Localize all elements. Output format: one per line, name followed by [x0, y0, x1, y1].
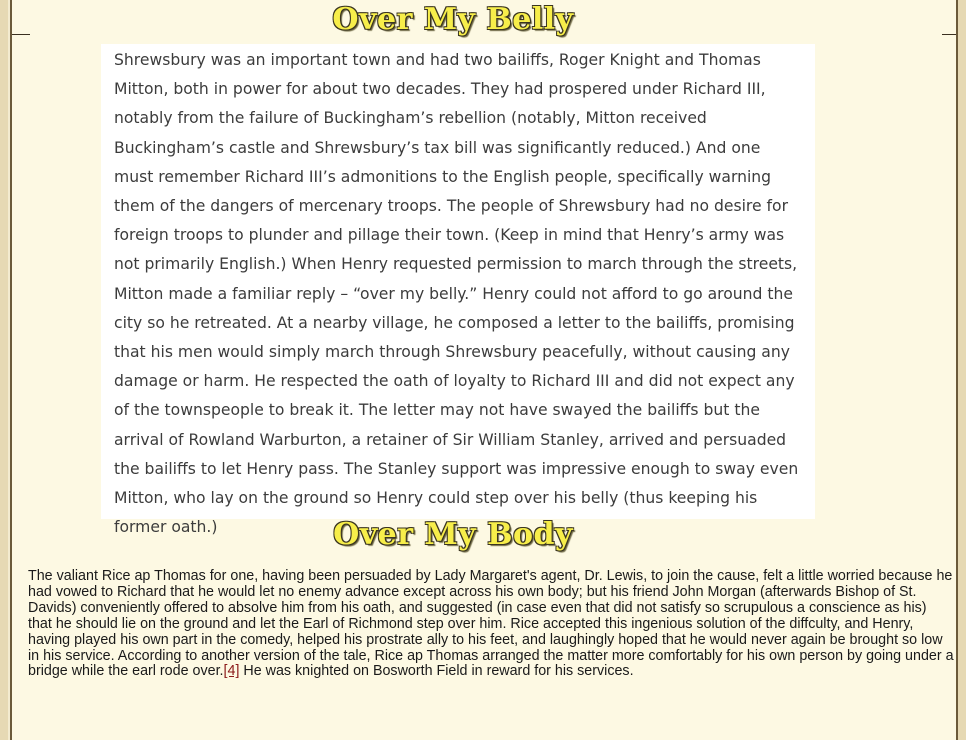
section-heading-belly: Over My Belly [332, 2, 574, 37]
body-paragraph [28, 569, 954, 680]
body-text-tail: He was knighted on Bosworth Field in reward for his services. [239, 663, 634, 680]
body-text-main: The valiant Rice ap Thomas for one, having been persuaded by Lady Margaret's agent, Dr. Lewis, to join the cause, felt a little worried because he had vowed to Richard that he would let no enemy advance except across his own body; but his friend John Morgan (afterwards Bishop of St. Davids) conveniently offered to absolve him from his oath, and suggested (in case even that did not satisfy so scrupulous a conscience as his) that he should lie on the ground and let the Earl of Richmond step over him. Rice accepted this ingenious solution of the diffculty, and Henry, having played his own part in the comedy, helped his prostrate ally to his feet, and laughingly hoped that he would never again be brought so low in his service. According to another version of the tale, Rice ap Thomas arranged the matter more comfortably for his own person by going under a bridge while the earl rode over. [28, 568, 954, 680]
section-heading-body: Over My Body [333, 517, 573, 552]
left-margin-background [0, 0, 8, 740]
footnote-link[interactable]: [4] [223, 663, 240, 680]
right-rule-marker [942, 34, 956, 35]
right-margin-background [958, 0, 966, 740]
quote-paragraph: Shrewsbury was an important town and had two bailiffs, Roger Knight and Thomas Mitton, both in power for about two decades. They had prospered under Richard III, notably from the failure of Buckingham’s rebellion (notably, Mitton received Buckingham’s castle and Shrewsbury’s tax bill was significantly reduced.) And one must remember Richard III’s admonitions to the English people, specifically warning them of the dangers of mercenary troops. The people of Shrewsbury had no desire for foreign troops to plunder and pillage their town. (Keep in mind that Henry’s army was not primarily English.) When Henry requested permission to march through the streets, Mitton made a familiar reply – “over my belly.” Henry could not afford to go around the city so he retreated. At a nearby village, he composed a letter to the bailiffs, promising that his men would simply march through Shrewsbury peacefully, without causing any damage or harm. He respected the oath of loyalty to Richard III and did not expect any of the townspeople to break it. The letter may not have swayed the bailiffs but the arrival of Rowland Warburton, a retainer of Sir William Stanley, arrived and persuaded the bailiffs to let Henry pass. The Stanley support was impressive enough to sway even Mitton, who lay on the ground so Henry could step over his belly (thus keeping his former oath.) [114, 51, 799, 537]
